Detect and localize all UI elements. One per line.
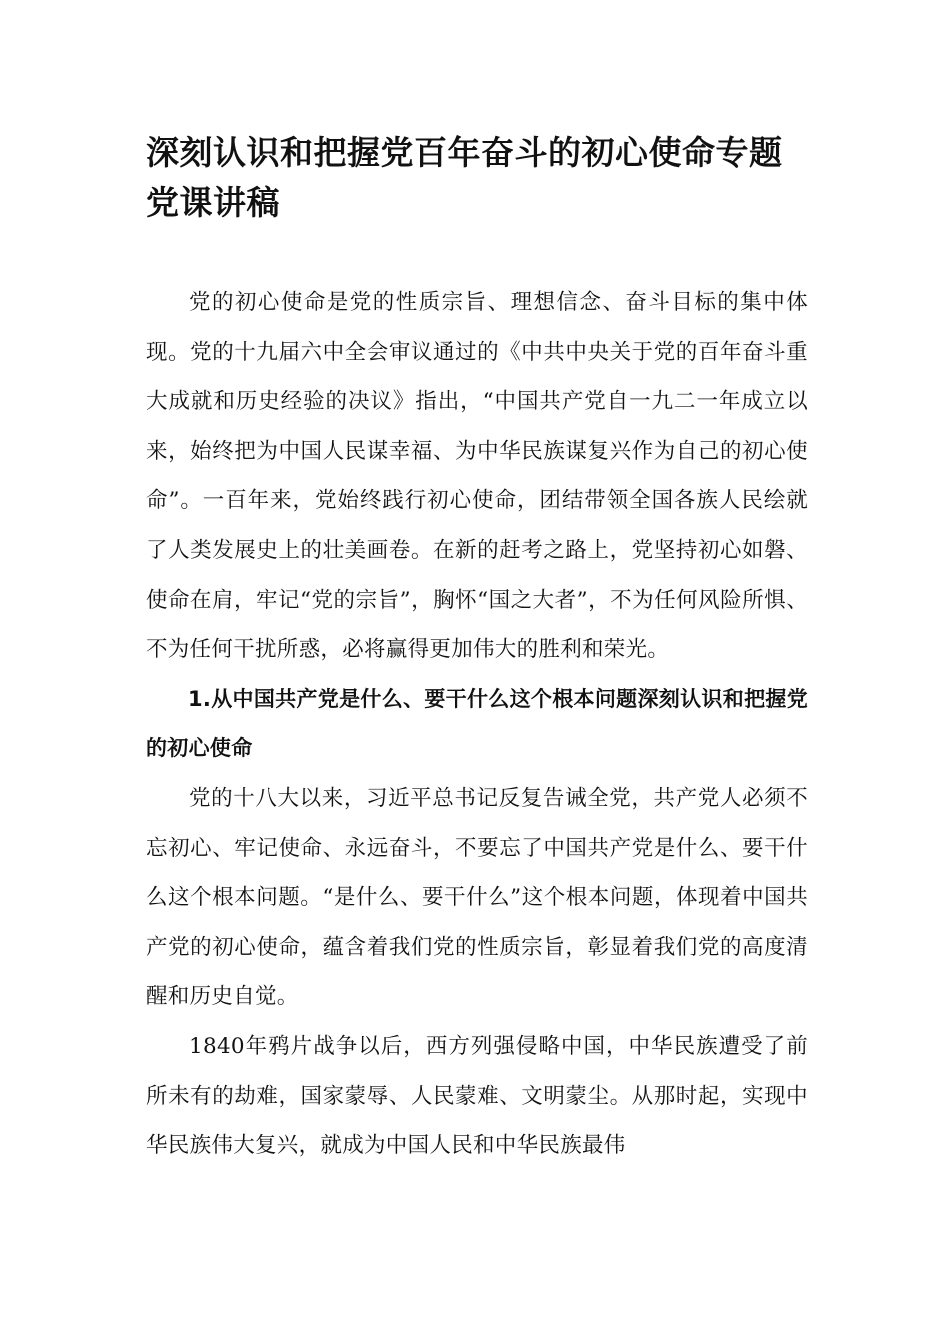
intro-paragraph: 党的初心使命是党的性质宗旨、理想信念、奋斗目标的集中体现。党的十九届六中全会审议通过的《中共中央关于党的百年奋斗重大成就和历史经验的决议》指出，“中国共产党自一九二一年成立以来，始终把为中国人民谋幸福、为中华民族谋复兴作为自己的初心使命”。一百年来，党始终践行初心使命，团结带领全国各族人民绘就了人类发展史上的壮美画卷。在新的赶考之路上，党坚持初心如磐、使命在肩，牢记“党的宗旨”，胸怀“国之大者”，不为任何风险所惧、不为任何干扰所惑，必将赢得更加伟大的胜利和荣光。	[146, 290, 808, 663]
document-body	[146, 278, 808, 1171]
section-heading: 1.从中国共产党是什么、要干什么这个根本问题深刻认识和把握党的初心使命	[146, 686, 808, 761]
section-paragraph: 党的十八大以来，习近平总书记反复告诫全党，共产党人必须不忘初心、牢记使命、永远奋斗，不要忘了中国共产党是什么、要干什么这个根本问题。“是什么、要干什么”这个根本问题，体现着中国共产党的初心使命，蕴含着我们党的性质宗旨，彰显着我们党的高度清醒和历史自觉。	[146, 785, 808, 1010]
section-paragraph: 1840年鸦片战争以后，西方列强侵略中国，中华民族遭受了前所未有的劫难，国家蒙辱、人民蒙难、文明蒙尘。从那时起，实现中华民族伟大复兴，就成为中国人民和中华民族最伟	[146, 1033, 808, 1159]
document-title: 深刻认识和把握党百年奋斗的初心使命专题党课讲稿	[146, 133, 783, 222]
